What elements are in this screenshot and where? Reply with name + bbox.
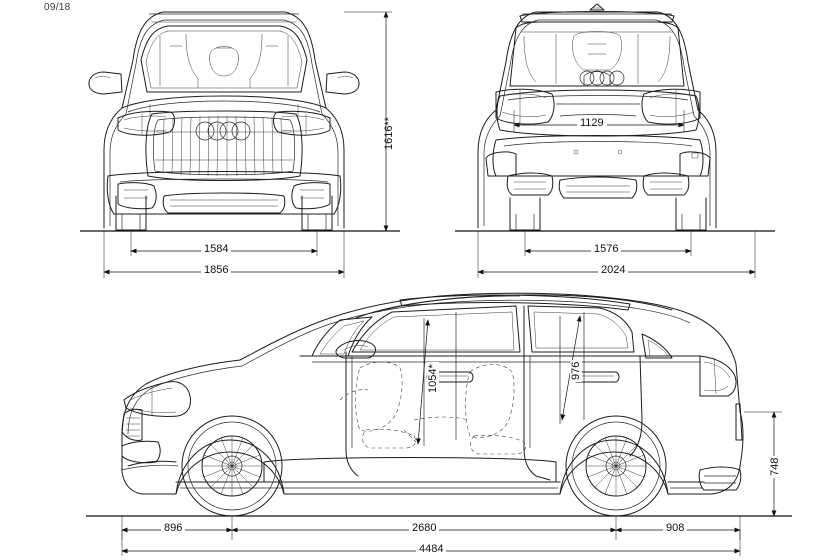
front-overhang-label: 896	[161, 522, 185, 534]
side-view-geometry	[86, 293, 792, 516]
rear-headroom-label: 976	[570, 361, 582, 380]
wheelbase-label: 2680	[409, 522, 439, 534]
front-headroom-label: 1054*	[427, 364, 439, 393]
front-width-label: 1856	[201, 264, 231, 276]
front-track-label: 1584	[201, 243, 231, 255]
rear-view-geometry	[455, 4, 775, 231]
overall-length-label: 4484	[416, 543, 446, 555]
rear-load-width-label: 1129	[577, 117, 607, 129]
rear-track-label: 1576	[591, 243, 621, 255]
side-headroom-dimensions	[418, 316, 580, 444]
rear-width-label: 2024	[598, 264, 628, 276]
front-view-geometry	[80, 12, 400, 231]
load-height-label: 748	[769, 457, 781, 476]
rear-overhang-label: 908	[663, 522, 687, 534]
sheet-stamp: 09/18	[44, 2, 71, 13]
front-height-label: 1616**	[383, 116, 395, 150]
